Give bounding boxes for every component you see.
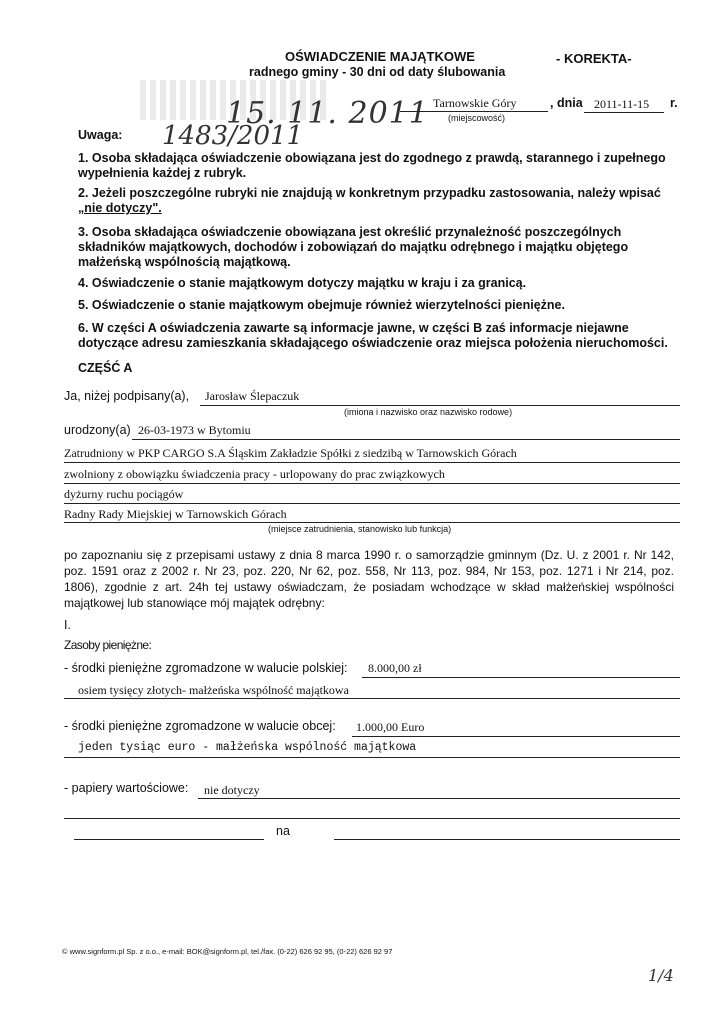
note-5: 5. Oświadczenie o stanie majątkowym obejmuje również wierzytelności pieniężne. xyxy=(78,298,565,312)
na-label: na xyxy=(276,824,290,838)
pln-note-line xyxy=(64,698,680,699)
part-a-heading: CZĘŚĆ A xyxy=(78,361,133,375)
page-number: 1/4 xyxy=(648,966,674,985)
note-2-quote: „nie dotyczy". xyxy=(78,201,162,215)
document-subtitle: radnego gminy - 30 dni od daty ślubowania xyxy=(249,65,506,79)
foreign-note: jeden tysiąc euro - małżeńska wspólność majątkowa xyxy=(78,741,417,754)
date-label: , dnia xyxy=(550,96,583,110)
statement-text: po zapoznaniu się z przepisami ustawy z dnia 8 marca 1990 r. o samorządzie gminnym (Dz. U. z 2001 r. Nr 142, poz. 1591 oraz z 2002 r. Nr 23, poz. 220, Nr 62, poz. 558, Nr 113, poz. 984, Nr 153, poz. 1271 i Nr 214, poz. 1806), zgodnie z art. 24h tej ustawy oświadczam, że posiadam wchodzące w skład małżeńskiej wspólności majątkowej lub stanowiące mój majątek odrębny: xyxy=(64,548,674,610)
note-4: 4. Oświadczenie o stanie majątkowym dotyczy majątku w kraju i za granicą. xyxy=(78,276,527,290)
handwritten-number: 1483/2011 xyxy=(162,121,304,151)
note-6: 6. W części A oświadczenia zawarte są informacje jawne, w części B zaś informacje niejawne dotyczące adresu zamieszkania składającego oświadczenie oraz miejsca położenia nieruchomości. xyxy=(78,321,668,350)
place-value: Tarnowskie Góry xyxy=(433,96,517,110)
employment-line-1: Zatrudniony w PKP CARGO S.A Śląskim Zakładzie Spółki z siedzibą w Tarnowskich Górach xyxy=(64,446,517,460)
foreign-label: - środki pieniężne zgromadzone w walucie obcej: xyxy=(64,719,336,733)
employment-line-3: dyżurny ruchu pociągów xyxy=(64,487,184,501)
declarant-name: Jarosław Ślepaczuk xyxy=(205,389,300,403)
r-label: r. xyxy=(670,96,678,110)
employment-rule-3 xyxy=(64,503,680,504)
na-left-line xyxy=(74,839,264,840)
date-value: 2011-11-15 xyxy=(594,97,650,111)
employment-line-4: Radny Rady Miejskiej w Tarnowskich Górach xyxy=(64,507,287,521)
declarant-line xyxy=(200,405,680,406)
section-heading: Zasoby pieniężne: xyxy=(64,638,152,652)
employment-line-2: zwolniony z obowiązku świadczenia pracy - urlopowany do prac związkowych xyxy=(64,467,445,481)
section-roman: I. xyxy=(64,618,71,632)
pln-value-line xyxy=(362,677,680,678)
securities-label: - papiery wartościowe: xyxy=(64,781,189,795)
employment-rule-4 xyxy=(64,522,680,523)
place-line xyxy=(400,111,548,112)
securities-value: nie dotyczy xyxy=(204,783,260,797)
foreign-value-line xyxy=(352,736,680,737)
uwaga-label: Uwaga: xyxy=(78,128,123,142)
note-2 xyxy=(78,186,678,216)
note-3: 3. Osoba składająca oświadczenie obowiązana jest określić przynależność poszczególnych składników majątkowych, dochodów i zobowiązań do majątku odrębnego i majątku objętego małżeńską wspólnością majątkową. xyxy=(78,225,629,269)
na-right-line xyxy=(334,839,680,840)
securities-line xyxy=(198,798,680,799)
pln-value: 8.000,00 zł xyxy=(368,661,422,675)
document-title: OŚWIADCZENIE MAJĄTKOWE xyxy=(285,49,475,64)
declarant-label: Ja, niżej podpisany(a), xyxy=(64,389,190,403)
born-line xyxy=(132,439,680,440)
place-caption: (miejscowość) xyxy=(448,113,506,123)
employment-rule-1 xyxy=(64,462,680,463)
employment-caption: (miejsce zatrudnienia, stanowisko lub funkcja) xyxy=(268,524,452,534)
handwritten-date: 15. 11. 2011 xyxy=(226,96,429,131)
securities-extra-line xyxy=(64,818,680,819)
pln-label: - środki pieniężne zgromadzone w walucie polskiej: xyxy=(64,661,348,675)
foreign-value: 1.000,00 Euro xyxy=(356,720,425,734)
correction-label: - KOREKTA- xyxy=(556,51,632,66)
declarant-caption: (imiona i nazwisko oraz nazwisko rodowe) xyxy=(344,407,513,417)
foreign-note-line xyxy=(64,757,680,758)
born-label: urodzony(a) xyxy=(64,423,131,437)
footer-text: © www.signform.pl Sp. z o.o., e-mail: BOK@signform.pl, tel./fax. (0-22) 626 92 95, (0-22) 626 92 97 xyxy=(62,947,393,956)
note-2-text: 2. Jeżeli poszczególne rubryki nie znajdują w konkretnym przypadku zastosowania, należy wpisać xyxy=(78,186,661,200)
date-line xyxy=(584,112,664,113)
note-1: 1. Osoba składająca oświadczenie obowiązana jest do zgodnego z prawdą, starannego i zupełnego wypełnienia każdej z rubryk. xyxy=(78,151,666,180)
employment-rule-2 xyxy=(64,483,680,484)
pln-note: osiem tysięcy złotych- małżeńska wspólność majątkowa xyxy=(78,683,349,697)
born-value: 26-03-1973 w Bytomiu xyxy=(138,423,251,437)
